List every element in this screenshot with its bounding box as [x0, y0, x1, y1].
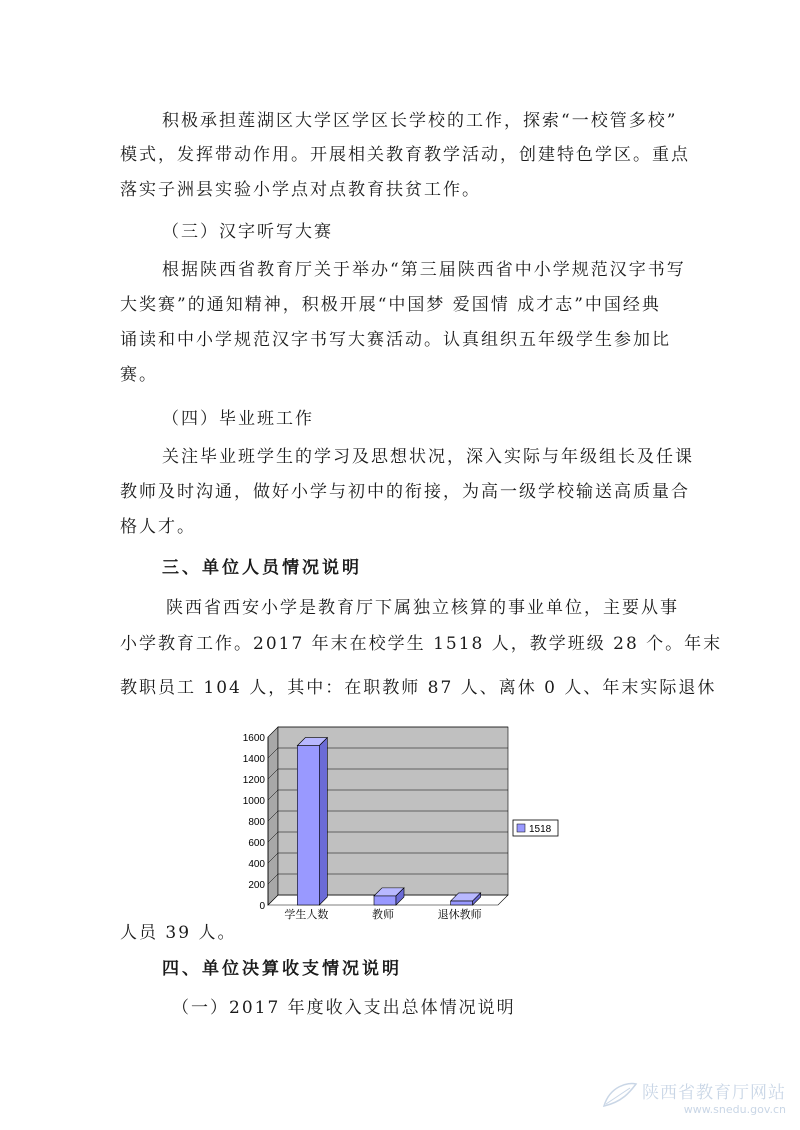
y-tick-label: 1200: [242, 775, 265, 786]
y-axis-ticks: [243, 733, 268, 912]
paragraph-line: 人员 39 人。: [120, 923, 237, 943]
y-tick-label: 600: [248, 838, 265, 849]
bar: [297, 738, 327, 905]
paragraph-line: 陕西省西安小学是教育厅下属独立核算的事业单位，主要从事: [166, 598, 679, 618]
paragraph-line: 落实子洲县实验小学点对点教育扶贫工作。: [120, 180, 481, 200]
paragraph-line: 诵读和中小学规范汉字书写大赛活动。认真组织五年级学生参加比: [120, 330, 671, 350]
y-tick-label: 1600: [242, 733, 265, 744]
chart-legend: [513, 820, 558, 836]
y-tick-label: 400: [248, 859, 265, 870]
y-tick-label: 200: [248, 880, 265, 891]
x-tick-label: 学生人数: [284, 908, 329, 921]
section-heading: （四）毕业班工作: [162, 409, 314, 429]
paragraph-line: 模式，发挥带动作用。开展相关教育教学活动，创建特色学区。重点: [120, 145, 690, 165]
paragraph-line: 积极承担莲湖区大学区学区长学校的工作，探索“一校管多校”: [162, 111, 678, 131]
legend-swatch: [517, 824, 525, 832]
section-title: 四、单位决算收支情况说明: [162, 959, 402, 979]
paragraph-line: 根据陕西省教育厅关于举办“第三届陕西省中小学规范汉字书写: [162, 260, 686, 280]
y-tick-label: 0: [259, 901, 265, 912]
section-heading: （三）汉字听写大赛: [162, 222, 333, 242]
paragraph-line: 大奖赛”的通知精神，积极开展“中国梦 爱国情 成才志”中国经典: [120, 295, 661, 315]
bar-front: [451, 901, 473, 905]
x-tick-label: 退休教师: [437, 908, 482, 921]
y-tick-label: 1000: [242, 796, 265, 807]
paragraph-line: 教职员工 104 人，其中：在职教师 87 人、离休 0 人、年末实际退休: [120, 678, 717, 698]
y-tick-label: 800: [248, 817, 265, 828]
paragraph-line: 教师及时沟通，做好小学与初中的衔接，为高一级学校输送高质量合: [120, 482, 690, 502]
watermark: [642, 1078, 786, 1116]
y-tick-label: 1400: [242, 754, 265, 765]
bar-front: [374, 896, 396, 905]
x-tick-label: 教师: [372, 908, 394, 921]
bar-front: [297, 746, 319, 905]
paragraph-line: 赛。: [120, 365, 158, 385]
leaf-logo-icon: [600, 1080, 640, 1110]
paragraph-line: 格人才。: [120, 517, 196, 537]
paragraph-line: 关注毕业班学生的学习及思想状况，深入实际与年级组长及任课: [162, 447, 694, 467]
watermark-url: www.snedu.gov.cn: [683, 1103, 786, 1116]
x-axis-labels: [284, 907, 481, 921]
legend-label: 1518: [529, 824, 552, 835]
bar-side: [319, 738, 327, 905]
paragraph-line: 小学教育工作。2017 年末在校学生 1518 人，教学班级 28 个。年末: [120, 634, 723, 654]
paragraph-line: （一）2017 年度收入支出总体情况说明: [172, 998, 516, 1018]
section-title: 三、单位人员情况说明: [162, 558, 362, 578]
bar-chart: [230, 722, 570, 927]
watermark-name: 陕西省教育厅网站: [642, 1083, 786, 1103]
